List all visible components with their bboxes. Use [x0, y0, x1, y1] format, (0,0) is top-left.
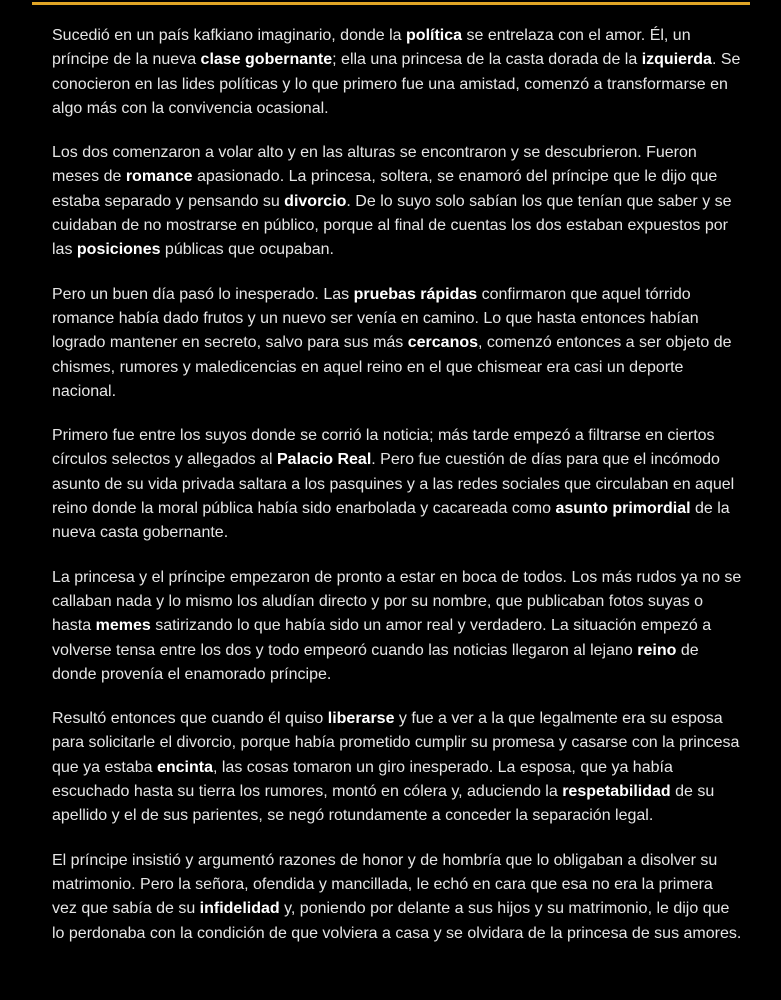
- text-run: de la nueva casta gobernante.: [52, 500, 730, 542]
- article-body: [52, 24, 742, 966]
- bold-keyword: infidelidad: [199, 900, 280, 918]
- text-run: apasionado. La princesa, soltera, se enamoró del príncipe que le dijo que estaba separado y pensando su: [52, 168, 718, 210]
- bold-keyword: liberarse: [327, 710, 395, 728]
- text-run: satirizando lo que había sido un amor real y verdadero. La situación empezó a volverse tensa entre los dos y todo empeoró cuando las noticias llegaron al lejano: [52, 617, 712, 659]
- bold-keyword: Palacio Real: [277, 451, 372, 469]
- text-run: Resultó entonces que cuando él quiso: [52, 710, 328, 728]
- bold-keyword: memes: [95, 617, 151, 635]
- text-run: de donde provenía el enamorado príncipe.: [52, 641, 699, 683]
- text-run: . Pero fue cuestión de días para que el incómodo asunto de su vida privada saltara a los pasquines y a las redes sociales que circulaban en aquel reino donde la moral pública había sido enarbolada y cacareada como: [52, 451, 735, 518]
- bold-keyword: reino: [637, 641, 677, 659]
- text-run: Los dos comenzaron a volar alto y en las alturas se encontraron y se descubrieron. Fueron meses de: [52, 144, 697, 186]
- text-run: y, poniendo por delante a sus hijos y su matrimonio, le dijo que lo perdonaba con la condición de que volviera a casa y se olvidara de la princesa de sus amores.: [52, 900, 742, 942]
- text-run: Primero fue entre los suyos donde se corrió la noticia; más tarde empezó a filtrarse en ciertos círculos selectos y allegados al: [52, 427, 715, 469]
- bold-keyword: posiciones: [76, 241, 161, 259]
- text-run: La princesa y el príncipe empezaron de pronto a estar en boca de todos. Los más rudos ya no se callaban nada y lo mismo los aludían directo y por su nombre, que publicaban fotos suyas o hasta: [52, 568, 742, 635]
- bold-keyword: asunto primordial: [555, 500, 691, 518]
- article-paragraph: [52, 283, 742, 404]
- text-run: públicas que ocupaban.: [160, 241, 334, 259]
- bold-keyword: cercanos: [407, 334, 479, 352]
- text-run: Sucedió en un país kafkiano imaginario, donde la: [52, 27, 407, 44]
- text-run: El príncipe insistió y argumentó razones de honor y de hombría que lo obligaban a disolver su matrimonio. Pero la señora, ofendida y mancillada, le echó en cara que esa no era la primera vez que sabía de su: [52, 851, 718, 918]
- bold-keyword: política: [406, 27, 463, 44]
- text-run: confirmaron que aquel tórrido romance había dado frutos y un nuevo ser venía en camino. Lo que hasta entonces habían logrado mantener en secreto, salvo para sus más: [52, 285, 699, 352]
- text-run: de su apellido y el de sus parientes, se negó rotundamente a conceder la separación legal.: [52, 783, 715, 825]
- bold-keyword: divorcio: [284, 192, 347, 210]
- text-run: Pero un buen día pasó lo inesperado. Las: [52, 285, 354, 303]
- bold-keyword: clase gobernante: [200, 51, 333, 69]
- header-accent-rule: [32, 2, 750, 5]
- article-paragraph: [52, 849, 742, 946]
- bold-keyword: pruebas rápidas: [353, 285, 478, 303]
- article-paragraph: [52, 566, 742, 687]
- bold-keyword: encinta: [156, 758, 213, 776]
- text-run: , comenzó entonces a ser objeto de chismes, rumores y maledicencias en aquel reino en el que chismear era casi un deporte nacional.: [52, 334, 732, 400]
- text-run: . Se conocieron en las lides políticas y lo que primero fue una amistad, comenzó a transformarse en algo más con la convivencia ocasional.: [52, 51, 741, 117]
- bold-keyword: izquierda: [641, 51, 712, 69]
- article-paragraph: [52, 141, 742, 262]
- article-paragraph: [52, 707, 742, 828]
- text-run: se entrelaza con el amor. Él, un príncipe de la nueva: [52, 27, 691, 69]
- text-run: y fue a ver a la que legalmente era su esposa para solicitarle el divorcio, porque había prometido cumplir su promesa y casarse con la princesa que ya estaba: [52, 710, 740, 776]
- bold-keyword: respetabilidad: [562, 783, 671, 801]
- text-run: . De lo suyo solo sabían los que tenían que saber y se cuidaban de no mostrarse en público, porque al final de cuentas los dos estaban expuestos por las: [52, 192, 732, 259]
- bold-keyword: romance: [125, 168, 193, 186]
- text-run: , las cosas tomaron un giro inesperado. La esposa, que ya había escuchado hasta su tierra los rumores, montó en cólera y, aduciendo la: [52, 758, 673, 801]
- article-paragraph: [52, 24, 742, 121]
- article-paragraph: [52, 424, 742, 545]
- text-run: ; ella una princesa de la casta dorada de la: [332, 51, 642, 69]
